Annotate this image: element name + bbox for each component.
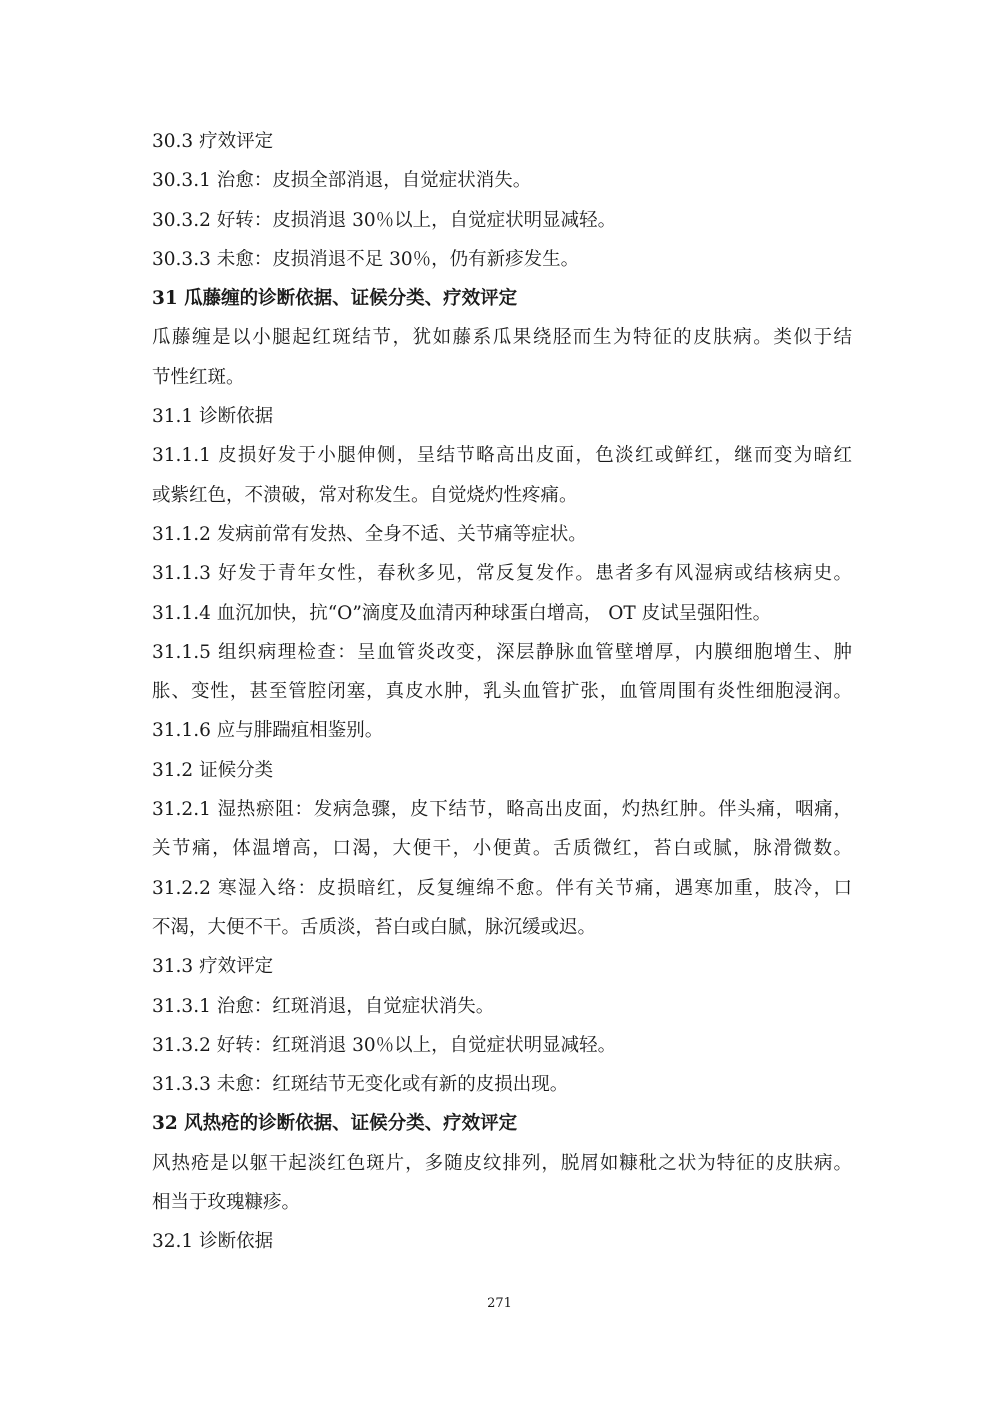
section-heading: 31 瓜藤缠的诊断依据、证候分类、疗效评定 bbox=[152, 288, 518, 310]
text-line: 相当于玫瑰糠疹。 bbox=[152, 1192, 301, 1214]
text-line: 30.3.3 未愈：皮损消退不足 30％，仍有新疹发生。 bbox=[152, 248, 580, 270]
text-line: 瓜藤缠是以小腿起红斑结节，犹如藤系瓜果绕胫而生为特征的皮肤病。类似于结 bbox=[152, 327, 852, 349]
text-line: 不渴，大便不干。舌质淡，苔白或白腻，脉沉缓或迟。 bbox=[152, 916, 597, 938]
text-line: 31.2 证候分类 bbox=[152, 759, 274, 781]
text-line: 关节痛，体温增高，口渴，大便干，小便黄。舌质微红，苔白或腻，脉滑微数。 bbox=[152, 838, 852, 860]
text-line: 31.1.2 发病前常有发热、全身不适、关节痛等症状。 bbox=[152, 523, 587, 545]
text-line: 31.1.3 好发于青年女性，春秋多见，常反复发作。患者多有风湿病或结核病史。 bbox=[152, 563, 852, 585]
text-line: 31.3 疗效评定 bbox=[152, 956, 274, 978]
section-heading: 32 风热疮的诊断依据、证候分类、疗效评定 bbox=[152, 1113, 518, 1135]
text-line: 或紫红色，不溃破，常对称发生。自觉烧灼性疼痛。 bbox=[152, 484, 578, 506]
text-line: 30.3.1 治愈：皮损全部消退，自觉症状消失。 bbox=[152, 170, 532, 192]
text-line: 31.3.1 治愈：红斑消退，自觉症状消失。 bbox=[152, 995, 495, 1017]
text-line: 31.1.5 组织病理检查：呈血管炎改变，深层静脉血管壁增厚，内膜细胞增生、肿 bbox=[152, 641, 852, 663]
text-line: 30.3.2 好转：皮损消退 30％以上，自觉症状明显减轻。 bbox=[152, 209, 617, 231]
text-line: 31.1 诊断依据 bbox=[152, 406, 274, 428]
text-line: 31.3.3 未愈：红斑结节无变化或有新的皮损出现。 bbox=[152, 1074, 569, 1096]
text-line: 31.1.1 皮损好发于小腿伸侧，呈结节略高出皮面，色淡红或鲜红，继而变为暗红 bbox=[152, 445, 852, 467]
text-line: 节性红斑。 bbox=[152, 366, 245, 388]
text-line: 31.2.1 湿热瘀阻：发病急骤，皮下结节，略高出皮面，灼热红肿。伴头痛，咽痛， bbox=[152, 799, 852, 821]
text-line: 风热疮是以躯干起淡红色斑片，多随皮纹排列，脱屑如糠秕之状为特征的皮肤病。 bbox=[152, 1152, 852, 1174]
text-line: 32.1 诊断依据 bbox=[152, 1231, 274, 1253]
text-line: 30.3 疗效评定 bbox=[152, 131, 274, 152]
text-line: 31.2.2 寒湿入络：皮损暗红，反复缠绵不愈。伴有关节痛，遇寒加重，肢冷，口 bbox=[152, 877, 852, 899]
text-line: 31.1.6 应与腓踹疽相鉴别。 bbox=[152, 720, 384, 742]
page-number: 271 bbox=[487, 1296, 512, 1311]
text-line: 31.3.2 好转：红斑消退 30％以上，自觉症状明显减轻。 bbox=[152, 1034, 617, 1056]
text-line: 31.1.4 血沉加快，抗“O”滴度及血清丙种球蛋白增高， OT 皮试呈强阳性。 bbox=[152, 602, 772, 624]
document-body bbox=[152, 122, 852, 1262]
text-line: 胀、变性，甚至管腔闭塞，真皮水肿，乳头血管扩张，血管周围有炎性细胞浸润。 bbox=[152, 681, 852, 703]
